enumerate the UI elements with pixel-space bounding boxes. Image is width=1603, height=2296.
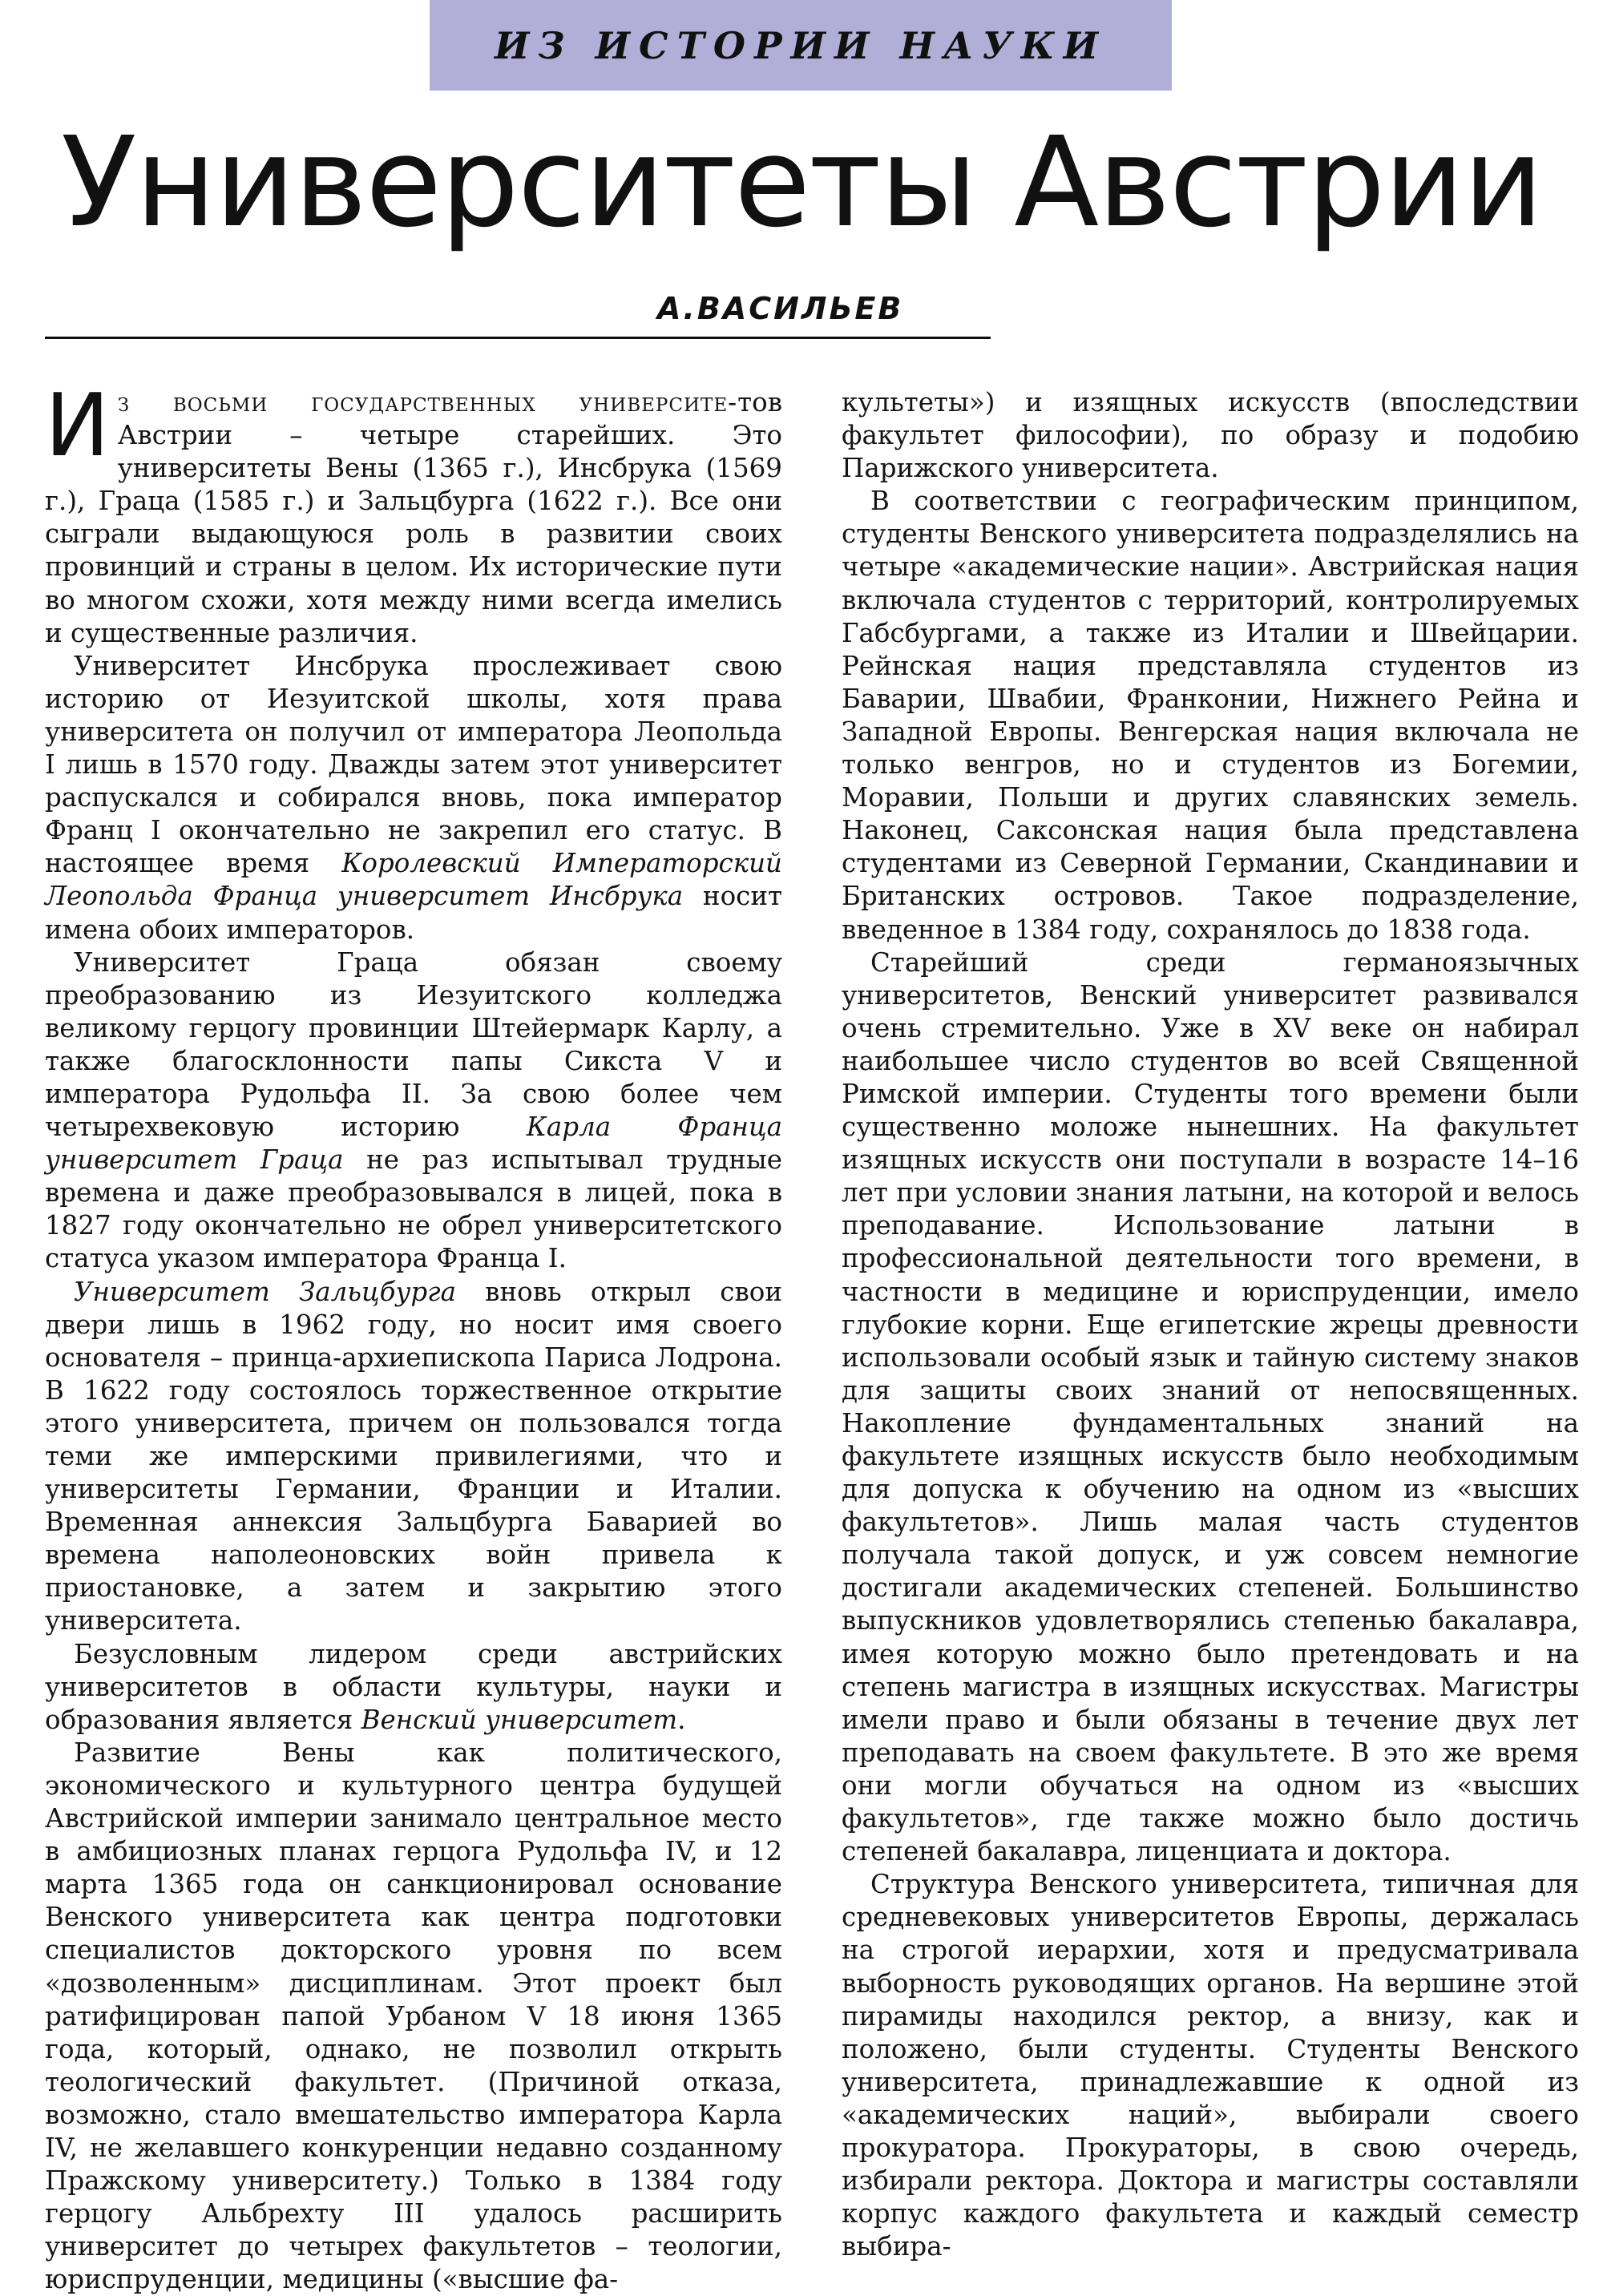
italic-text: Университет Зальцбурга — [74, 1276, 456, 1307]
paragraph: Развитие Вены как политического, экономического и культурного центра будущей Австрийской империи занимало центральное место в амбициозных планах герцога Рудольфа IV, и 12 марта 1365 года он санкционировал основание Венского университета как центра подготовки специалистов докторского уровня по всем «дозволенным» дисциплинам. Этот проект был ратифицирован папой Урбаном V 18 июня 1365 года, который, однако, не позволил открыть теологический факультет. (Причиной отказа, возможно, стало вмешательство императора Карла IV, не желавшего конкуренции недавно созданному Пражскому университету.) Только в 1384 году герцогу Альбрехту III удалось расширить университет до четырех факультетов – теологии, юриспруденции, медицины («высшие фа- — [45, 1737, 782, 2295]
rubric-banner — [430, 0, 1172, 91]
paragraph-text: . — [677, 1704, 686, 1735]
italic-text: Карла Франца университет Граца — [45, 1112, 783, 1176]
paragraph — [45, 376, 782, 650]
paragraph-text: Университет Граца обязан своему преобразованию из Иезуитского колледжа великому герцогу провинции Штейермарк Карлу, а также благосклонности папы Сикста V и императора Рудольфа II. За свою более чем четырехвековую историю — [45, 946, 782, 1143]
author-rule — [45, 337, 991, 339]
paragraph-text: тов Австрии – четыре старейших. Это университеты Вены (1365 г.), Инсбрука (1569 г.), Граца (1585 г.) и Зальцбурга (1622 г.). Все они сыграли выдающуюся роль в развитии своих провинций и страны в целом. Их исторические пути во многом схожи, хотя между ними всегда имелись и существенные различия. — [45, 387, 782, 648]
italic-text: Королевский Императорский Леопольда Франца университет Инсбрука — [45, 848, 782, 912]
paragraph — [45, 650, 782, 946]
paragraph — [45, 1638, 782, 1737]
paragraph — [45, 946, 782, 1276]
paragraph: культеты») и изящных искусств (впоследствии факультет философии), по образу и подобию Парижского университета. — [842, 387, 1579, 484]
paragraph-text: носит имена обоих императоров. — [45, 881, 782, 945]
paragraph-text: вновь открыл свои двери лишь в 1962 году, но носит имя своего основателя – принца-архиепископа Париса Лодрона. В 1622 году состоялось торжественное открытие этого университета, причем он пользовался тогда теми же имперскими привилегиями, что и университеты Германии, Франции и Италии. Временная аннексия Зальцбурга Баварией во времена наполеоновских войн привела к приостановке, а затем и закрытию этого университета. — [45, 1276, 782, 1636]
paragraph: Старейший среди германоязычных университетов, Венский университет развивался очень стремительно. Уже в XV веке он набирал наибольшее число студентов во всей Священной Римской империи. Студенты того времени были существенно моложе нынешних. На факультет изящных искусств они поступали в возрасте 14–16 лет при условии знания латыни, на которой и велось преподавание. Использование латыни в профессиональной деятельности того времени, в частности в медицине и юриспруденции, имело глубокие корни. Еще египетские жрецы древности использовали особый язык и тайную систему знаков для защиты своих знаний от непосвященных. Накопление фундаментальных знаний на факультете изящных искусств было необходимым для допуска к обучению на одном из «высших факультетов». Лишь малая часть студентов получала такой допуск, и уж совсем немногие достигали академических степеней. Большинство выпускников удовлетворялись степенью бакалавра, имея которую можно было претендовать и на степень магистра в изящных искусствах. Магистры имели право и были обязаны в течение двух лет преподавать на своем факультете. В это же время они могли обучаться на одном из «высших факультетов», где также можно было достичь степеней бакалавра, лиценциата и доктора. — [842, 946, 1579, 1867]
lead-in-smallcaps: з восьми государственных университе- — [117, 387, 738, 418]
paragraph: В соответствии с географическим принципом, студенты Венского университета подразделялись на четыре «академические нации». Австрийская нация включала студентов с территорий, контролируемых Габсбургами, а также из Италии и Швейцарии. Рейнская нация представляла студентов из Баварии, Швабии, Франконии, Нижнего Рейна и Западной Европы. Венгерская нация включала не только венгров, но и студентов из Богемии, Моравии, Польши и других славянских земель. Наконец, Саксонская нация была представлена студентами из Северной Германии, Скандинавии и Британских островов. Такое подразделение, введенное в 1384 году, сохранялось до 1838 года. — [842, 486, 1579, 945]
paragraph — [45, 1276, 782, 1638]
rubric-label: ИЗ ИСТОРИИ НАУКИ — [494, 23, 1108, 67]
drop-cap: И — [45, 376, 110, 476]
paragraph-text: Безусловным лидером среди австрийских университетов в области культуры, науки и образования является — [45, 1638, 782, 1735]
article-author: А.ВАСИЛЬЕВ — [657, 291, 904, 326]
article-title: Университеты Австрии — [61, 110, 1542, 255]
paragraph: Структура Венского университета, типичная для средневековых университетов Европы, держалась на строгой иерархии, хотя и предусматривала выборность руководящих органов. На вершине этой пирамиды находился ректор, а внизу, как и положено, были студенты. Студенты Венского университета, принадлежавшие к одной из «академических наций», выбирали своего прокуратора. Прокураторы, в свою очередь, избирали ректора. Доктора и магистры составляли корпус каждого факультета и каждый семестр выбира- — [842, 1869, 1579, 2262]
paragraph-text: Университет Инсбрука прослеживает свою историю от Иезуитской школы, хотя права университета он получил от императора Леопольда I лишь в 1570 году. Дважды затем этот университет распускался и собирался вновь, пока император Франц I окончательно не закрепил его статус. В настоящее время — [45, 650, 782, 879]
text-column-right — [842, 386, 1579, 2263]
italic-text: Венский университет — [361, 1704, 678, 1735]
paragraph-text: не раз испытывал трудные времена и даже преобразовывался в лицей, пока в 1827 году окончательно не обрел университетского статуса указом императора Франца I. — [45, 1144, 782, 1274]
text-column-left — [45, 376, 783, 2296]
